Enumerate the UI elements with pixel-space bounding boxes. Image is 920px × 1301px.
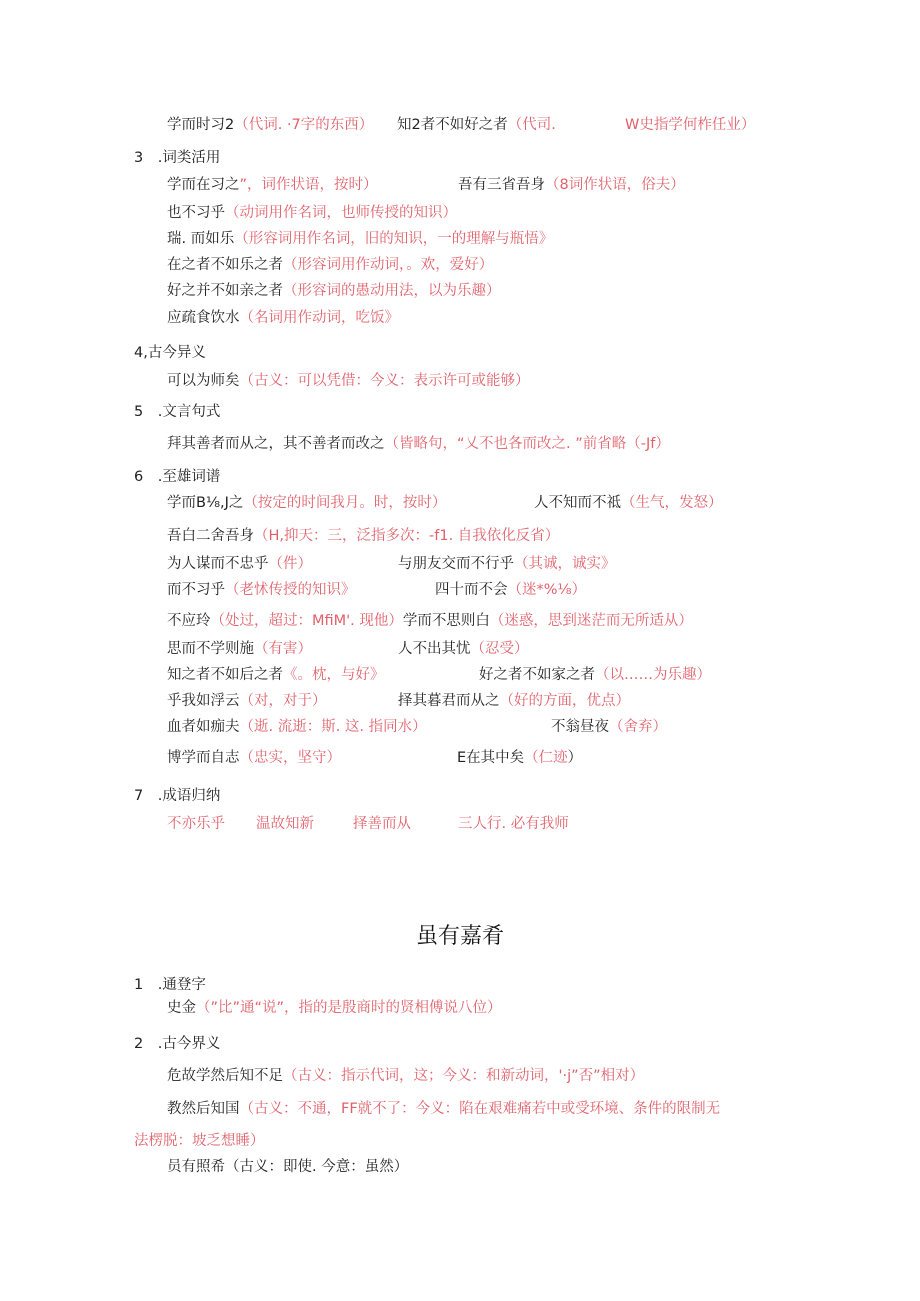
annotation: （好的方面，优点） bbox=[499, 693, 630, 709]
phrase: 可以为师矣 bbox=[167, 373, 240, 389]
heading-2: 2 .古今界义 bbox=[134, 1036, 221, 1052]
annotation: （件） bbox=[268, 556, 312, 572]
section-title: 虽有嘉肴 bbox=[415, 924, 504, 949]
phrase: 血者如痂夫 bbox=[167, 719, 240, 735]
entry bbox=[167, 665, 385, 685]
annotation: （形容词用作动词，。欢，爱好） bbox=[283, 257, 494, 273]
annotation: （忍受） bbox=[470, 641, 529, 657]
phrase: 学而B⅛,J之 bbox=[167, 495, 244, 511]
phrase: 为人谋而不忠乎 bbox=[167, 556, 269, 572]
annotation-tail: W史指学何柞任业） bbox=[625, 117, 756, 133]
phrase: 知2者不如好之者 bbox=[397, 117, 508, 133]
annotation: （有害） bbox=[254, 641, 312, 657]
annotation: （按定的时间我月。时，按时） bbox=[243, 495, 447, 511]
phrase: E在其中矣 bbox=[457, 750, 525, 766]
annotation: ”，词作状语，按时） bbox=[239, 177, 378, 193]
entry bbox=[534, 493, 723, 513]
annotation: （皆略句，“乂不也各而改之. ”前省略（-Jf） bbox=[384, 436, 670, 452]
entry bbox=[435, 580, 586, 600]
entry: 员有照希（古义：即使. 今意：虽然） bbox=[167, 1159, 409, 1175]
entry bbox=[167, 255, 493, 275]
entry bbox=[551, 717, 667, 737]
entry bbox=[167, 580, 356, 600]
annotation: （舍弃） bbox=[609, 719, 667, 735]
phrase: 知之者不如后之者 bbox=[167, 667, 283, 683]
annotation: （形容词用作名词，旧的知识，一的理解与瓶悟》 bbox=[234, 231, 554, 247]
phrase: 四十而不会 bbox=[435, 582, 508, 598]
entry bbox=[398, 554, 616, 574]
entry bbox=[167, 639, 312, 659]
phrase: 不应玲 bbox=[167, 613, 211, 629]
entry bbox=[167, 203, 457, 223]
heading-4: 4,古今异义 bbox=[134, 345, 206, 361]
entry bbox=[457, 748, 582, 768]
annotation: （形容词的愚动用法，以为乐趣） bbox=[283, 283, 501, 299]
heading-6: 6 .至雄词谱 bbox=[134, 469, 221, 485]
phrase: 人不知而不祗 bbox=[534, 495, 621, 511]
phrase: 教然后知国 bbox=[167, 1101, 240, 1117]
heading-7: 7 .成语归纳 bbox=[134, 788, 221, 804]
phrase: 危故学然后知不足 bbox=[167, 1068, 283, 1084]
phrase: 而不习乎 bbox=[167, 582, 225, 598]
entry bbox=[167, 717, 427, 737]
entry bbox=[167, 281, 501, 301]
idiom: 择善而从 bbox=[353, 816, 411, 832]
line-zhi-zhe bbox=[397, 115, 556, 135]
annotation: （生气，发怒） bbox=[621, 495, 723, 511]
phrase: 乎我如浮云 bbox=[167, 693, 240, 709]
phrase: 与朋友交而不行乎 bbox=[398, 556, 514, 572]
annotation: （逝. 流逝：斯. 这. 指同水） bbox=[239, 719, 427, 735]
phrase: 不翁昼夜 bbox=[551, 719, 609, 735]
entry bbox=[398, 639, 529, 659]
annotation: （H,抑天：三，泛指多次：-f1. 自我依化反省） bbox=[254, 528, 560, 544]
entry bbox=[167, 493, 446, 513]
phrase: ） bbox=[567, 750, 583, 766]
heading-5: 5 .文言句式 bbox=[134, 404, 221, 420]
entry bbox=[167, 526, 559, 546]
annotation: （古义：指示代词，这；今义：和新动词，'·j”否”相对） bbox=[283, 1068, 645, 1084]
phrase: 史金 bbox=[167, 1000, 196, 1016]
annotation: （对，对于） bbox=[239, 693, 327, 709]
heading-1: 1 .通登字 bbox=[134, 977, 206, 993]
entry bbox=[167, 308, 399, 328]
phrase: 拜其善者而从之，其不善者而改之 bbox=[167, 436, 385, 452]
idiom: 三人行. 必有我师 bbox=[458, 816, 569, 832]
idiom: 温故知新 bbox=[256, 816, 314, 832]
entry bbox=[167, 371, 530, 391]
entry bbox=[398, 691, 630, 711]
phrase: 应疏食饮水 bbox=[167, 310, 240, 326]
entry bbox=[167, 229, 553, 249]
phrase: 博学而自志 bbox=[167, 750, 240, 766]
phrase: 人不出其忧 bbox=[398, 641, 471, 657]
annotation-continuation: 法楞脱：坡乏想睡） bbox=[134, 1133, 265, 1149]
annotation: （古义：可以凭借：今义：表示许可或能够） bbox=[239, 373, 530, 389]
entry bbox=[167, 434, 670, 454]
annotation: （迷*%⅛） bbox=[507, 582, 587, 598]
line-xue-er-shi-xi bbox=[167, 115, 373, 135]
entry bbox=[167, 1066, 644, 1086]
phrase: 学而不思则白 bbox=[402, 613, 490, 629]
entry bbox=[167, 998, 502, 1018]
annotation: （代司. bbox=[507, 117, 556, 133]
annotation: （动词用作名词，也师传授的知识） bbox=[225, 205, 457, 221]
phrase: 也不习乎 bbox=[167, 205, 225, 221]
annotation: （以……为乐趣） bbox=[595, 667, 711, 683]
annotation: （处过，超过：MfiM'. 现他） bbox=[210, 613, 403, 629]
annotation: （老怵传授的知识》 bbox=[225, 582, 356, 598]
heading-3: 3 .词类活用 bbox=[134, 150, 221, 166]
annotation: （代词. ·7字的东西） bbox=[234, 117, 374, 133]
phrase: 瑞. 而如乐 bbox=[167, 231, 235, 247]
phrase: 择其暮君而从之 bbox=[398, 693, 500, 709]
phrase: 思而不学则施 bbox=[167, 641, 254, 657]
annotation: （”比”通“说”，指的是殷商时的贤相傅说八位） bbox=[196, 1000, 502, 1016]
entry bbox=[167, 748, 341, 768]
entry bbox=[479, 665, 711, 685]
phrase: 吾白二舍吾身 bbox=[167, 528, 254, 544]
annotation: （迷惑，思到迷茫而无所适从） bbox=[489, 613, 693, 629]
entry bbox=[167, 611, 693, 631]
annotation: （古义：不通，FF就不了：今义：陷在艰难痛若中或受环境、条件的限制无 bbox=[239, 1101, 721, 1117]
phrase: 在之者不如乐之者 bbox=[167, 257, 283, 273]
annotation: （其诚，诚实》 bbox=[514, 556, 616, 572]
annotation: （名词用作动词，吃饭》 bbox=[239, 310, 399, 326]
phrase: 好之者不如家之者 bbox=[479, 667, 595, 683]
entry bbox=[167, 691, 327, 711]
entry bbox=[167, 554, 312, 574]
entry bbox=[458, 175, 685, 195]
idiom: 不亦乐乎 bbox=[167, 816, 225, 832]
phrase: 学而时习2 bbox=[167, 117, 235, 133]
annotation: （8词作状语，俗夫） bbox=[545, 177, 685, 193]
phrase: 学而在习之 bbox=[167, 177, 240, 193]
annotation: （仁迹 bbox=[524, 750, 568, 766]
entry bbox=[167, 175, 378, 195]
annotation: （忠实，坚守） bbox=[239, 750, 341, 766]
phrase: 吾有三省吾身 bbox=[458, 177, 545, 193]
phrase: 好之并不如亲之者 bbox=[167, 283, 283, 299]
annotation: 《。枕，与好》 bbox=[283, 667, 385, 683]
entry bbox=[167, 1099, 720, 1119]
